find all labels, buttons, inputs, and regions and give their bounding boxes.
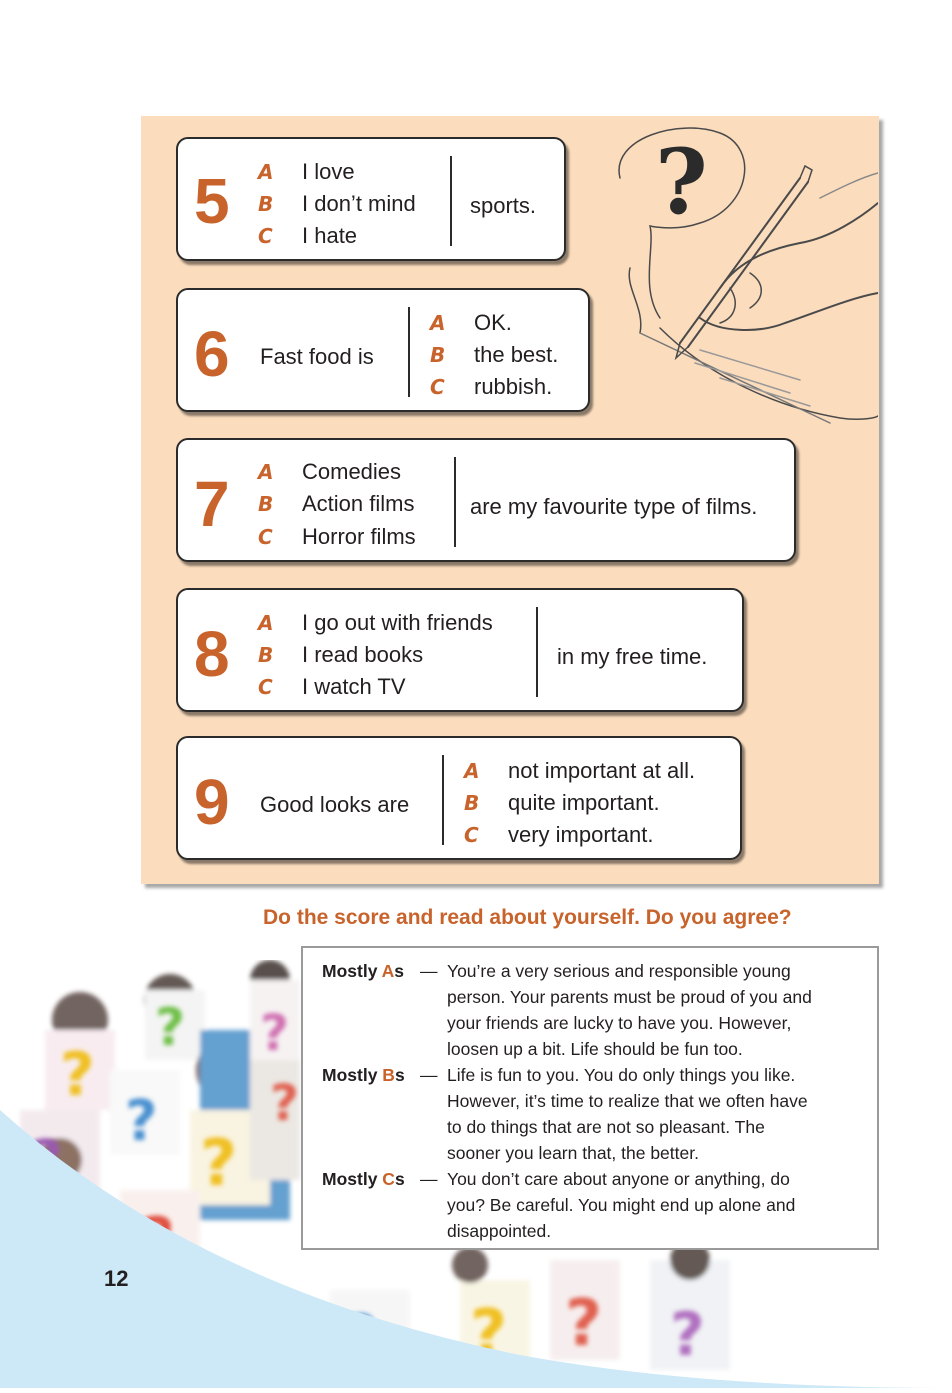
option-a[interactable]: A OK.	[430, 310, 512, 335]
question-number: 9	[194, 766, 230, 838]
option-a[interactable]: A I go out with friends	[258, 610, 493, 635]
svg-text:?: ?	[670, 1300, 705, 1370]
question-mark-thought-bubble-icon: ?	[655, 129, 708, 235]
sentence-stem: Good looks are	[260, 792, 410, 817]
question-card-9	[176, 736, 742, 860]
page-number: 12	[104, 1266, 129, 1291]
sentence-stem: Fast food is	[260, 344, 374, 369]
question-card-5	[176, 137, 566, 261]
sentence-ending: in my free time.	[557, 644, 708, 669]
svg-text:?: ?	[155, 998, 186, 1058]
results-box: Mostly As — You’re a very serious and responsible young person. Your parents must be proud of you and your friends are lucky to have you. However, loosen up a bit. Life should be fun too. Mostly Bs — Life is fun to you. You do only things you like. However, it’s time to realize that we often have to do things that are not so pleasant. The sooner you learn that, the better. Mostly Cs — You don’t care about anyone or anything, do you? Be careful. You might end up alone and disappointed.	[301, 946, 879, 1250]
question-card-6	[176, 288, 590, 412]
result-key: Mostly Cs	[322, 1169, 405, 1189]
result-key: Mostly Bs	[322, 1065, 405, 1085]
sentence-ending: sports.	[470, 193, 537, 218]
option-c[interactable]: C Horror films	[258, 524, 416, 549]
question-card-7	[176, 438, 796, 562]
svg-text:?: ?	[260, 1004, 290, 1062]
sentence-ending: are my favourite type of films.	[470, 494, 758, 519]
option-b[interactable]: B the best.	[430, 342, 559, 367]
option-c[interactable]: C rubbish.	[430, 374, 553, 399]
result-text: Life is fun to you. You do only things you like. However, it’s time to realize that we often have to do things that are not so pleasant. The sooner you learn that, the better.	[447, 1065, 808, 1163]
question-number: 5	[194, 165, 230, 237]
svg-text:?: ?	[565, 1287, 603, 1361]
option-b[interactable]: B I don’t mind	[258, 191, 416, 216]
option-a[interactable]: A not important at all.	[464, 758, 696, 783]
divider	[454, 457, 456, 547]
divider	[442, 755, 444, 845]
svg-text:?: ?	[200, 1127, 238, 1201]
result-text: You don’t care about anyone or anything, do you? Be careful. You might end up alone and disappointed.	[447, 1169, 796, 1241]
score-instruction: Do the score and read about yourself. Do you agree?	[263, 906, 792, 929]
option-c[interactable]: C I watch TV	[258, 674, 406, 699]
result-key: Mostly As	[322, 961, 405, 981]
option-a[interactable]: A I love	[258, 159, 355, 184]
question-number: 8	[194, 618, 230, 690]
svg-text:?: ?	[470, 1297, 508, 1371]
svg-text:?: ?	[125, 1089, 158, 1154]
svg-text:?: ?	[60, 1040, 95, 1110]
option-b[interactable]: B quite important.	[464, 790, 660, 815]
divider	[450, 156, 452, 246]
option-c[interactable]: C I hate	[258, 223, 358, 248]
option-c[interactable]: C very important.	[464, 822, 654, 847]
divider	[536, 607, 538, 697]
result-text: You’re a very serious and responsible young person. Your parents must be proud of you and your friends are lucky to have you. However, loosen up a bit. Life should be fun too.	[447, 961, 812, 1059]
option-b[interactable]: B I read books	[258, 642, 424, 667]
option-a[interactable]: A Comedies	[258, 459, 402, 484]
divider	[408, 307, 410, 397]
option-b[interactable]: B Action films	[258, 491, 415, 516]
svg-text:?: ?	[270, 1074, 300, 1132]
question-card-8	[176, 588, 744, 712]
question-number: 6	[194, 318, 230, 390]
question-number: 7	[194, 468, 230, 540]
hand-writing-pencil-icon	[600, 118, 878, 433]
